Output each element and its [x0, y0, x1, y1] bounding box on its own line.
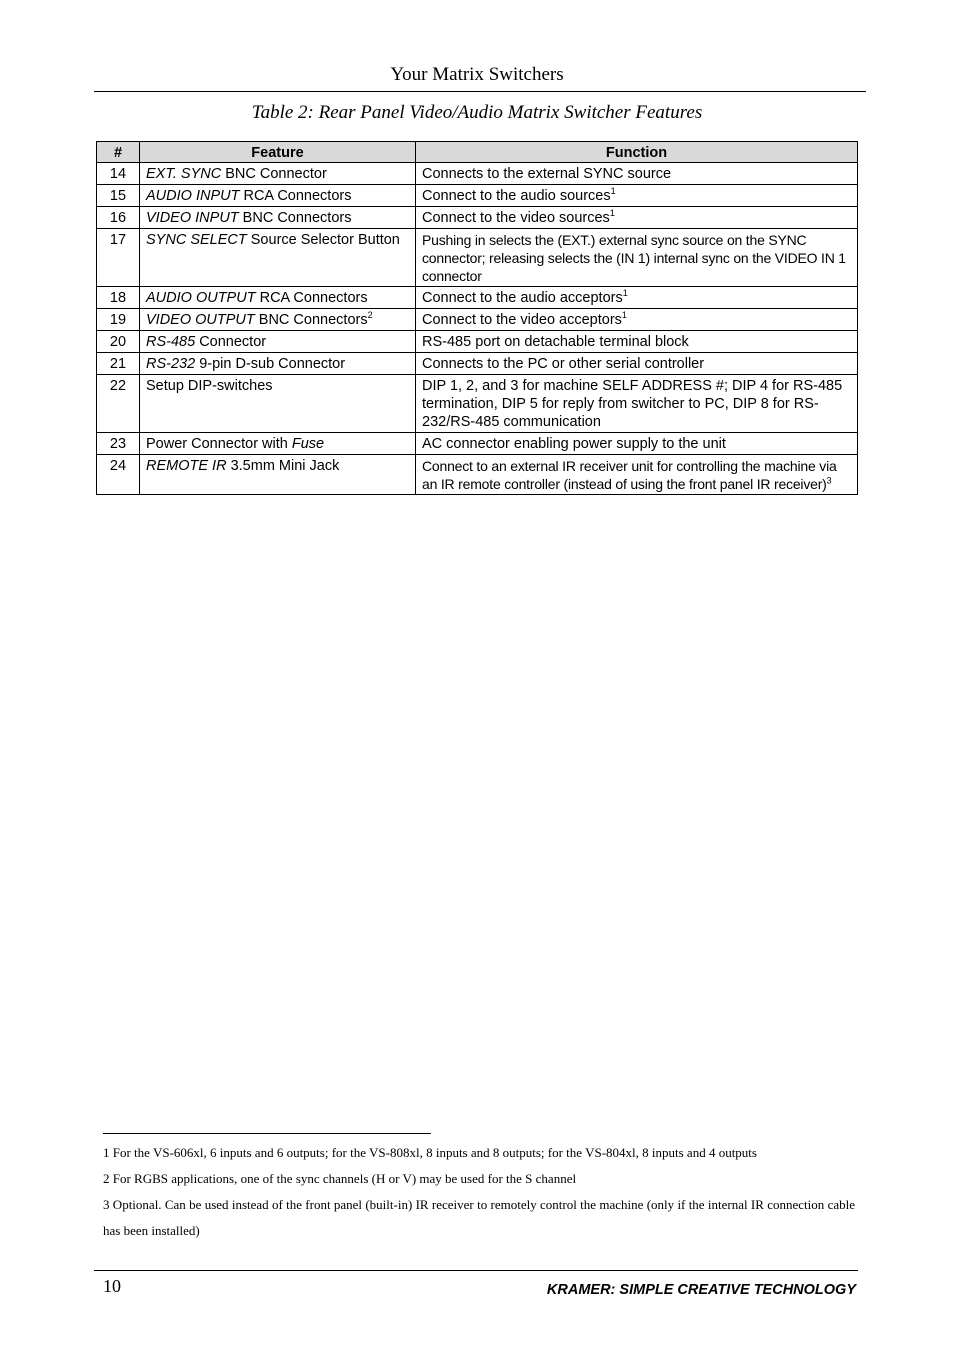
footnote: 3 Optional. Can be used instead of the front panel (built-in) IR receiver to remotely control the machine (only if the internal IR connection cable has been installed): [103, 1197, 855, 1238]
table-row: [97, 353, 858, 375]
feature-name: RS-232: [146, 356, 196, 372]
row-number: 17: [97, 229, 140, 287]
footer-brand: KRAMER: SIMPLE CREATIVE TECHNOLOGY: [546, 1282, 856, 1298]
function-cell: Connects to the external SYNC source: [416, 163, 858, 185]
row-number: 14: [97, 163, 140, 185]
feature-desc: BNC Connectors: [254, 312, 368, 328]
feature-desc: 9-pin D-sub Connector: [195, 356, 346, 372]
row-number: 16: [97, 207, 140, 229]
feature-name: VIDEO INPUT: [146, 210, 239, 226]
function-text: Connect to the video sources: [422, 210, 610, 226]
footnote-ref: 1: [622, 288, 628, 299]
page-number: 10: [103, 1276, 121, 1296]
footnote: 2 For RGBS applications, one of the sync channels (H or V) may be used for the S channel: [103, 1171, 577, 1186]
function-cell: Connects to the PC or other serial controller: [416, 353, 858, 375]
running-header: Your Matrix Switchers: [390, 64, 564, 85]
footer-divider: [94, 1270, 858, 1271]
feature-desc: 3.5mm Mini Jack: [226, 458, 340, 474]
feature-cell: [140, 287, 416, 309]
row-number: 19: [97, 309, 140, 331]
feature-name: EXT. SYNC: [146, 166, 222, 182]
table-caption: Table 2: Rear Panel Video/Audio Matrix Switcher Features: [251, 102, 703, 123]
table-row: [97, 207, 858, 229]
feature-desc: RCA Connectors: [239, 188, 352, 204]
function-cell: [416, 455, 858, 495]
function-cell: [416, 309, 858, 331]
feature-cell: [140, 309, 416, 331]
function-cell: AC connector enabling power supply to the unit: [416, 433, 858, 455]
row-number: 18: [97, 287, 140, 309]
table-row: [97, 229, 858, 287]
table-row: [97, 309, 858, 331]
feature-cell: [140, 375, 416, 433]
feature-cell: [140, 433, 416, 455]
footnote-ref: 1: [610, 186, 616, 197]
footnote-ref: 2: [367, 310, 373, 321]
footnote-divider: [103, 1133, 431, 1134]
feature-desc: Source Selector Button: [246, 232, 400, 248]
feature-cell: [140, 185, 416, 207]
function-cell: RS-485 port on detachable terminal block: [416, 331, 858, 353]
function-cell: Pushing in selects the (EXT.) external sync source on the SYNC connector; releasing selects the (IN 1) internal sync on the VIDEO IN 1 connector: [416, 229, 858, 287]
feature-name: Fuse: [291, 436, 325, 452]
function-text: Connect to an external IR receiver unit for controlling the machine via an IR remote controller (instead of using the front panel IR receiver): [422, 458, 837, 492]
feature-cell: [140, 331, 416, 353]
function-text: Connect to the video acceptors: [422, 312, 622, 328]
row-number: 24: [97, 455, 140, 495]
column-header-number: #: [97, 142, 140, 163]
column-header-function: Function: [416, 142, 858, 163]
feature-desc: RCA Connectors: [255, 290, 368, 306]
function-text: Connect to the audio acceptors: [422, 290, 623, 306]
table-row: [97, 185, 858, 207]
table-header-row: [97, 142, 858, 163]
table-row: [97, 433, 858, 455]
feature-name: AUDIO OUTPUT: [146, 290, 256, 306]
row-number: 23: [97, 433, 140, 455]
feature-cell: [140, 163, 416, 185]
table-row: [97, 163, 858, 185]
footnote-ref: 3: [826, 475, 832, 486]
footnote-ref: 1: [621, 310, 627, 321]
column-header-feature: Feature: [140, 142, 416, 163]
feature-name: AUDIO INPUT: [146, 188, 240, 204]
feature-name: RS-485: [146, 334, 196, 350]
table-row: [97, 287, 858, 309]
row-number: 22: [97, 375, 140, 433]
table-row: [97, 455, 858, 495]
function-cell: [416, 287, 858, 309]
footnote-ref: 1: [609, 208, 615, 219]
feature-desc: Setup DIP-switches: [146, 378, 273, 394]
function-cell: DIP 1, 2, and 3 for machine SELF ADDRESS #; DIP 4 for RS-485 termination, DIP 5 for reply from switcher to PC, DIP 8 for RS-232/RS-485 communication: [416, 375, 858, 433]
feature-name: REMOTE IR: [146, 458, 227, 474]
feature-desc: BNC Connectors: [238, 210, 352, 226]
feature-cell: [140, 353, 416, 375]
feature-cell: [140, 229, 416, 287]
feature-name: SYNC SELECT: [146, 232, 247, 248]
function-cell: [416, 207, 858, 229]
table-row: [97, 375, 858, 433]
function-text: Connect to the audio sources: [422, 188, 611, 204]
footnotes: [103, 1140, 855, 1244]
row-number: 20: [97, 331, 140, 353]
feature-desc: Connector: [195, 334, 267, 350]
row-number: 15: [97, 185, 140, 207]
header-divider: [94, 91, 866, 92]
feature-desc: BNC Connector: [221, 166, 327, 182]
features-table: [96, 141, 858, 495]
row-number: 21: [97, 353, 140, 375]
footnote: 1 For the VS-606xl, 6 inputs and 6 outputs; for the VS-808xl, 8 inputs and 8 outputs; for the VS-804xl, 8 inputs and 4 outputs: [103, 1145, 757, 1160]
function-cell: [416, 185, 858, 207]
feature-desc: Power Connector with: [146, 436, 292, 452]
table-row: [97, 331, 858, 353]
feature-cell: [140, 207, 416, 229]
feature-name: VIDEO OUTPUT: [146, 312, 255, 328]
feature-cell: [140, 455, 416, 495]
